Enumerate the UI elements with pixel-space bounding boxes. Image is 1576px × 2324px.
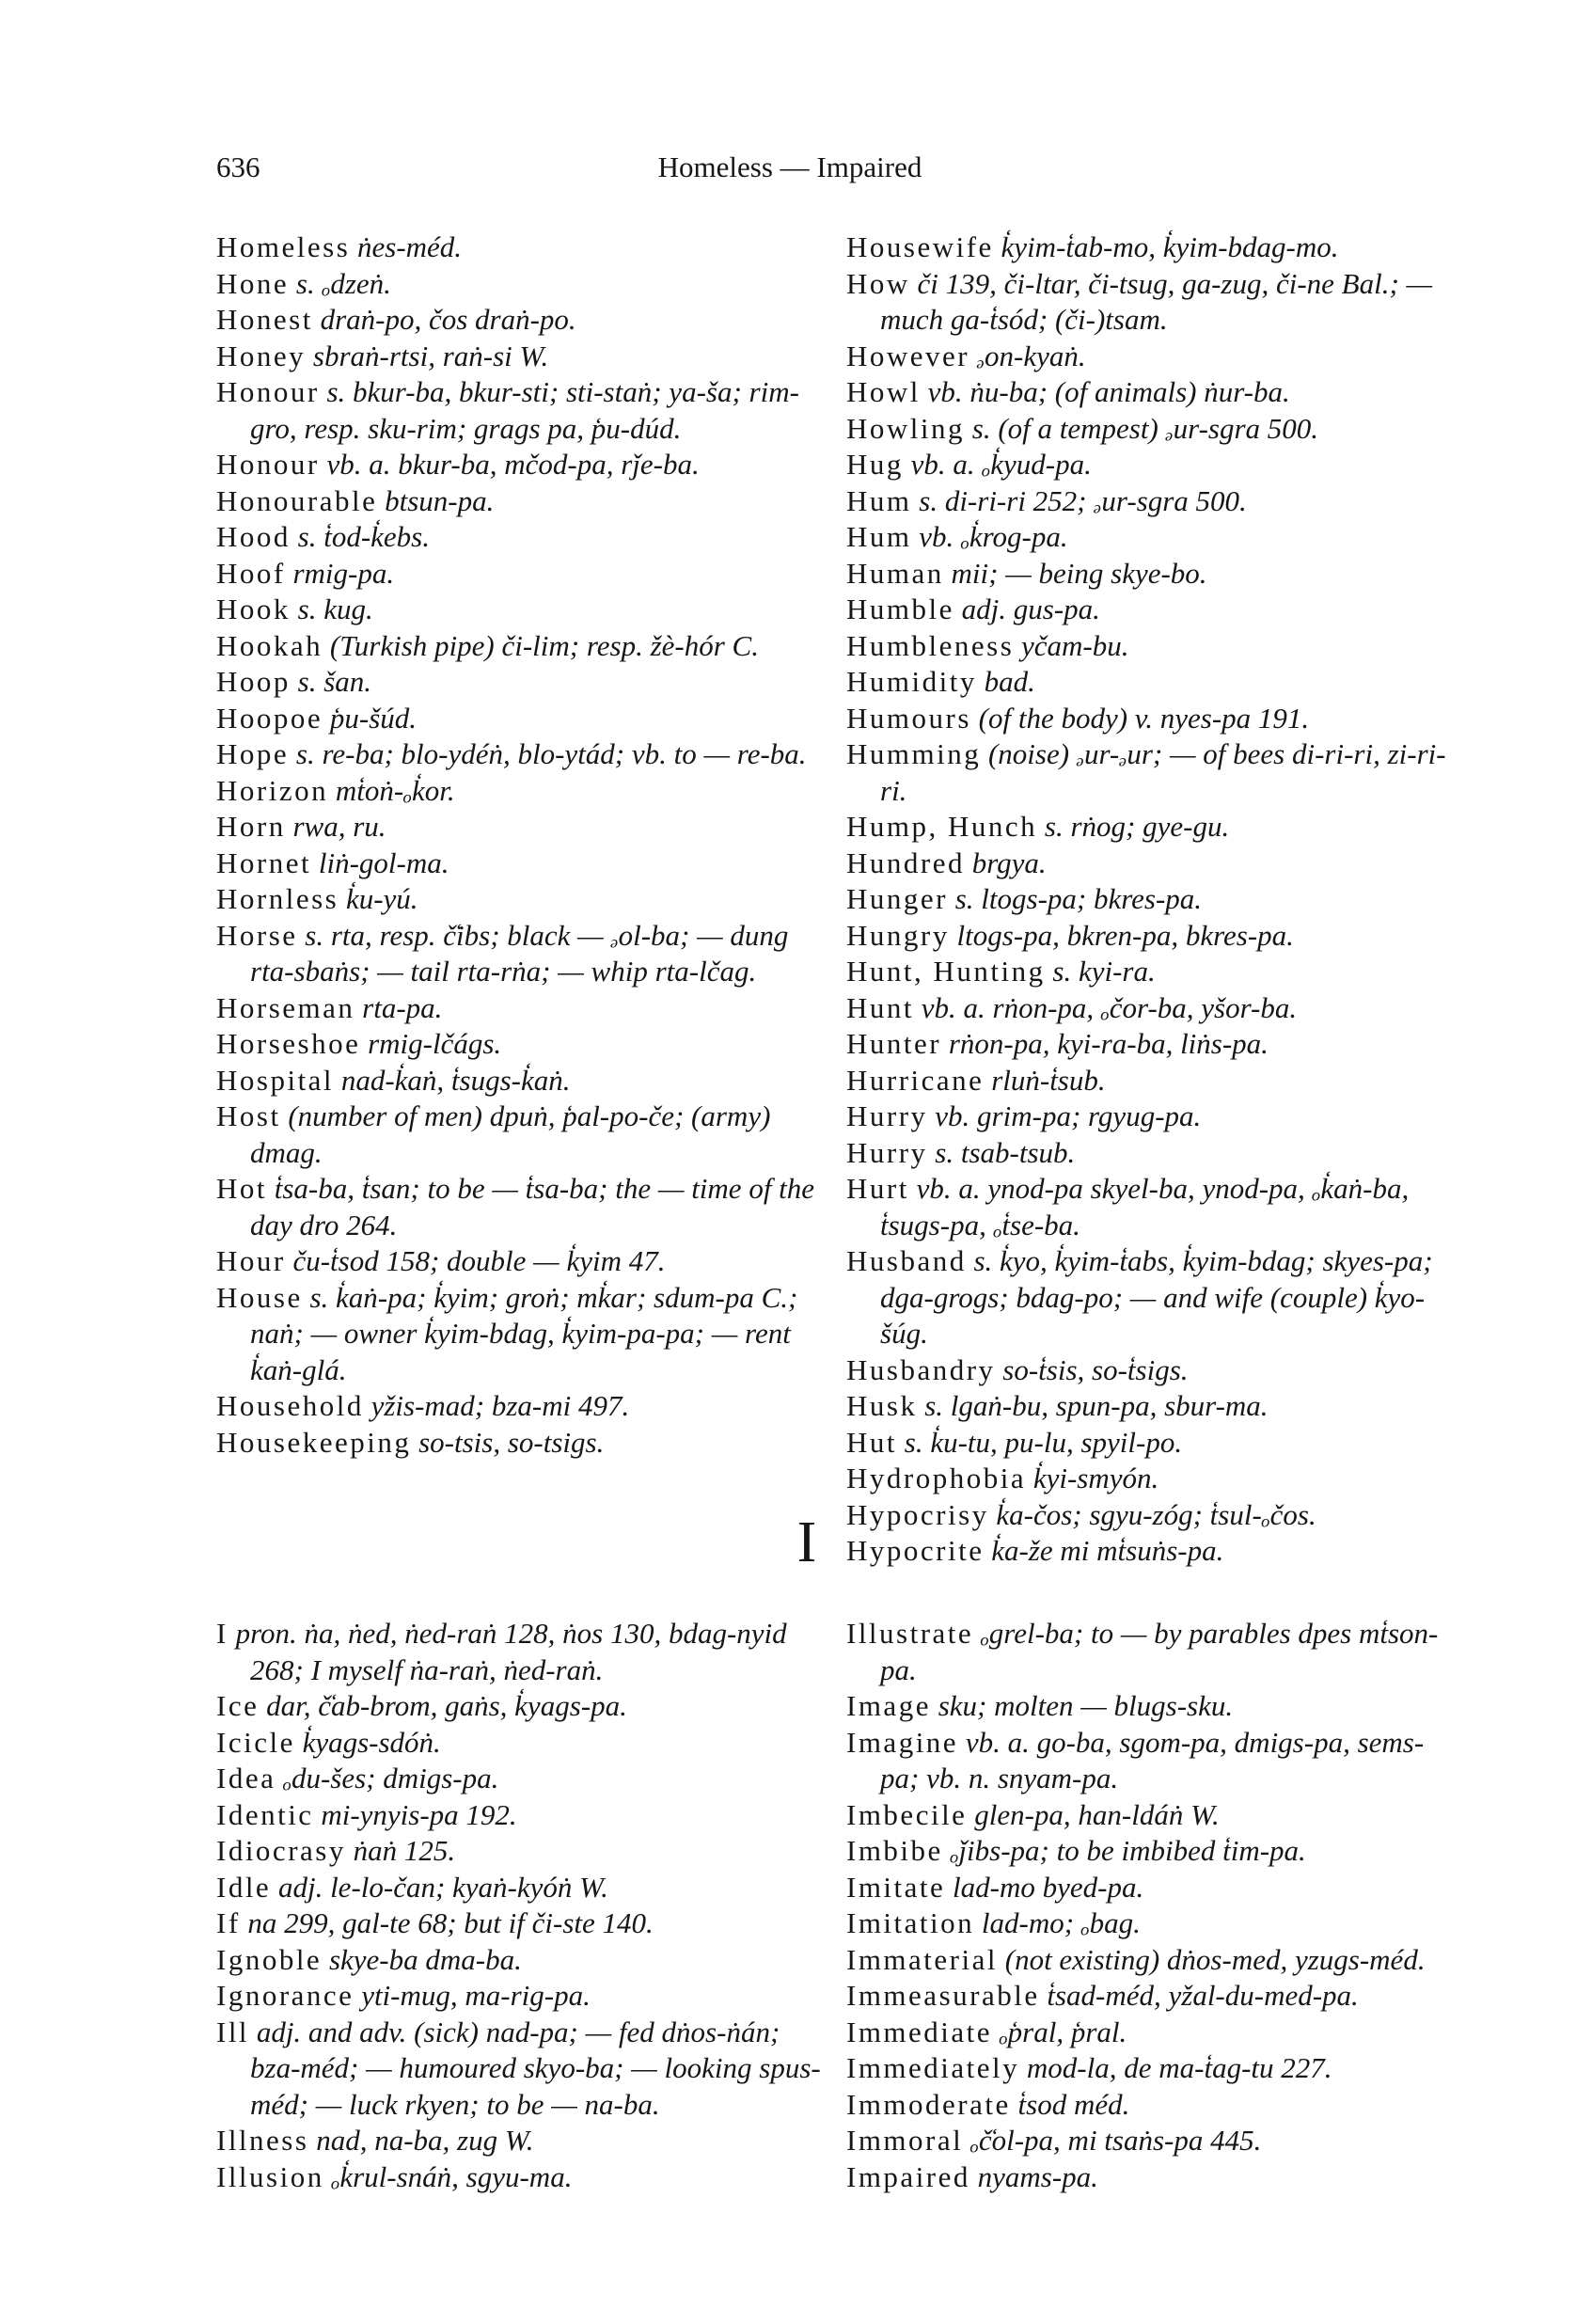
entry-headword: Imitation [846, 1906, 975, 1939]
entry-definition: rwa, ru. [285, 810, 386, 843]
entry-headword: Household [216, 1389, 364, 1422]
entry-definition: ₒč̒ol-pa, mi tsaṅs-pa 445. [963, 2124, 1262, 2157]
entry-definition: so-t̒sis, so-t̒sigs. [995, 1352, 1189, 1386]
entry-headword: If [216, 1906, 241, 1939]
dictionary-entry [846, 2123, 1458, 2159]
dictionary-entry [846, 1135, 1458, 1172]
entry-headword: Honey [216, 339, 307, 372]
entry-headword: Hut [846, 1425, 897, 1459]
dictionary-entry [846, 1425, 1458, 1462]
dictionary-entry [216, 374, 827, 447]
entry-definition: lad-mo byed-pa. [945, 1870, 1144, 1904]
entry-definition: vb. a. ₒk̒yud-pa. [903, 448, 1092, 481]
entry-headword: Imagine [846, 1725, 959, 1759]
dictionary-entry [846, 846, 1458, 882]
dictionary-entry [846, 1388, 1458, 1425]
entry-headword: Honourable [216, 483, 378, 517]
dictionary-entry [216, 701, 827, 737]
entry-definition: k̒yim-t̒ab-mo, k̒yim-bdag-mo. [993, 230, 1339, 263]
entry-definition: ṅaṅ 125. [345, 1834, 456, 1867]
entry-headword: Hurricane [846, 1063, 985, 1097]
entry-headword: Immeasurable [846, 1979, 1040, 2012]
entry-definition: t̒sod méd. [1010, 2087, 1130, 2121]
entry-headword: Husk [846, 1389, 918, 1422]
dictionary-entry [216, 1942, 827, 1979]
entry-headword: Hypocrisy [846, 1497, 989, 1531]
entry-headword: Human [846, 556, 944, 590]
entry-definition: ₒp̒ral, p̒ral. [992, 2015, 1127, 2048]
entry-headword: Hurt [846, 1172, 909, 1205]
entry-headword: Hug [846, 448, 904, 481]
dictionary-entry [846, 447, 1458, 483]
entry-definition: s. k̒aṅ-pa; k̒yim; groṅ; mk̒ar; sdum-pa C.; naṅ; — owner k̒yim-bdag, k̒yim-pa-pa; — rent k̒aṅ-glá. [250, 1280, 798, 1386]
dictionary-entry [216, 1725, 827, 1762]
entry-definition: nad-k̒aṅ, t̒sugs-k̒aṅ. [334, 1063, 571, 1097]
entry-definition: s. t̒od-k̒ebs. [290, 520, 430, 553]
entry-definition: p̒u-šúd. [323, 701, 418, 735]
entry-headword: House [216, 1280, 303, 1314]
entry-headword: Humming [846, 737, 982, 770]
entry-headword: Immaterial [846, 1942, 998, 1976]
entry-definition: s. di-ri-ri 252; ₔur-sgra 500. [911, 483, 1247, 517]
dictionary-entry [846, 1725, 1458, 1797]
entry-definition: glen-pa, han-ldáṅ W. [967, 1797, 1220, 1831]
dictionary-entry [846, 2015, 1458, 2051]
dictionary-entry [846, 592, 1458, 628]
dictionary-entry [216, 339, 827, 375]
entry-definition: k̒a-čos; sgyu-zóg; t̒sul-ₒčos. [988, 1497, 1316, 1531]
dictionary-entry [846, 1616, 1458, 1688]
dictionary-entry [216, 266, 827, 303]
entry-definition: s. ₒdzeṅ. [289, 266, 391, 300]
dictionary-entry [846, 1352, 1458, 1389]
entry-definition: s. (of a tempest) ₔur-sgra 500. [965, 411, 1319, 445]
dictionary-entry [846, 2159, 1458, 2196]
entry-headword: Hornet [216, 846, 312, 879]
entry-definition: s. šan. [290, 665, 372, 698]
entry-definition: vb. a. ynod-pa skyel-ba, ynod-pa, ₒk̒aṅ-ba, t̒sugs-pa, ₒt̒se-ba. [880, 1172, 1410, 1241]
dictionary-entry [216, 773, 827, 810]
dictionary-entry [216, 1833, 827, 1870]
entry-headword: Hornless [216, 882, 339, 915]
dictionary-entry [216, 2123, 827, 2159]
entry-headword: Homeless [216, 230, 351, 263]
entry-headword: Husband [846, 1244, 967, 1277]
entry-headword: Imitate [846, 1870, 946, 1904]
dictionary-entry [846, 339, 1458, 375]
entry-definition: rmig-pa. [285, 556, 395, 590]
entry-definition: liṅ-gol-ma. [311, 846, 449, 879]
dictionary-entry [846, 411, 1458, 448]
column-left-h-entries [216, 229, 827, 1461]
entry-headword: Hunger [846, 882, 948, 915]
entry-headword: Idle [216, 1870, 272, 1904]
entry-definition: (not existing) dṅos-med, yzugs-méd. [998, 1942, 1426, 1976]
entry-headword: Immoderate [846, 2087, 1011, 2121]
entry-headword: Hookah [216, 628, 323, 662]
entry-definition: btsun-pa. [377, 483, 495, 517]
entry-definition: draṅ-po, čos draṅ-po. [312, 303, 576, 336]
entry-headword: Honour [216, 448, 320, 481]
entry-headword: Hour [216, 1244, 286, 1277]
entry-definition: s. kug. [290, 593, 373, 625]
entry-headword: Hurry [846, 1099, 928, 1132]
entry-definition: (noise) ₔur-ₔur; — of bees di-ri-ri, zi-ri-ri. [880, 737, 1446, 807]
dictionary-entry [846, 1870, 1458, 1906]
entry-definition: ₒk̒rul-snáṅ, sgyu-ma. [323, 2159, 573, 2193]
entry-headword: Hump, Hunch [846, 810, 1038, 843]
section-letter-heading: I [796, 1510, 817, 1574]
entry-headword: Hungry [846, 918, 950, 952]
dictionary-entry [216, 1026, 827, 1063]
entry-definition: s. ltogs-pa; bkres-pa. [947, 882, 1203, 915]
entry-headword: Host [216, 1099, 281, 1132]
entry-definition: vb. a. rṅon-pa, ₒčor-ba, yšor-ba. [914, 990, 1298, 1024]
entry-definition: s. re-ba; blo-ydéṅ, blo-ytád; vb. to — re-ba. [289, 737, 807, 770]
entry-headword: Hunt, Hunting [846, 955, 1046, 988]
dictionary-entry [216, 1171, 827, 1243]
entry-headword: Illness [216, 2124, 309, 2157]
entry-definition: vb. a. bkur-ba, mčod-pa, rǰe-ba. [319, 448, 700, 481]
entry-headword: Hoopoe [216, 701, 323, 735]
entry-definition: yžis-mad; bza-mi 497. [363, 1389, 630, 1422]
entry-definition: s. kyi-ra. [1045, 955, 1156, 988]
entry-definition: s. bkur-ba, bkur-sti; sti-staṅ; ya-ša; rim-gro, resp. sku-rim; grags pa, p̒u-dúd. [250, 375, 799, 445]
entry-headword: Hunter [846, 1027, 942, 1060]
entry-headword: Hot [216, 1172, 267, 1205]
entry-headword: Hypocrite [846, 1534, 985, 1567]
entry-headword: Idiocrasy [216, 1834, 346, 1867]
dictionary-entry [846, 1063, 1458, 1099]
entry-headword: Horseshoe [216, 1027, 361, 1060]
dictionary-entry [216, 592, 827, 628]
entry-definition: s. rta, resp. č̒ibs; black — ₔol-ba; — dung rta-sbaṅs; — tail rta-rṅa; — whip rta-lčag. [250, 918, 789, 988]
entry-definition: rluṅ-t̒sub. [984, 1063, 1106, 1097]
dictionary-entry [846, 229, 1458, 266]
entry-headword: Icicle [216, 1725, 295, 1759]
entry-headword: Howling [846, 411, 965, 445]
dictionary-entry [216, 1280, 827, 1389]
dictionary-entry [216, 2015, 827, 2124]
entry-headword: Husbandry [846, 1352, 996, 1386]
dictionary-entry [846, 954, 1458, 990]
entry-definition: bad. [976, 665, 1035, 698]
dictionary-entry [846, 1461, 1458, 1497]
entry-definition: k̒u-yú. [339, 882, 418, 915]
dictionary-entry [216, 990, 827, 1027]
entry-headword: Ill [216, 2015, 250, 2048]
entry-definition: vb. grim-pa; rgyug-pa. [927, 1099, 1202, 1132]
dictionary-entry [846, 2050, 1458, 2087]
entry-headword: Hook [216, 593, 291, 625]
entry-headword: Hum [846, 483, 912, 517]
entry-definition: s. lgaṅ-bu, spun-pa, sbur-ma. [917, 1389, 1269, 1422]
entry-definition: sbraṅ-rtsi, raṅ-si W. [306, 339, 549, 372]
entry-definition: ṅes-méd. [350, 230, 463, 263]
entry-headword: Howl [846, 375, 921, 408]
column-right-i-entries [846, 1616, 1458, 2195]
dictionary-entry [216, 1616, 827, 1688]
entry-definition: mod-la, de ma-t̒ag-tu 227. [1019, 2051, 1332, 2084]
entry-definition: so-tsis, so-tsigs. [411, 1425, 605, 1459]
page-number: 636 [216, 150, 260, 183]
dictionary-entry [846, 1688, 1458, 1725]
dictionary-entry [846, 881, 1458, 918]
entry-headword: Immediately [846, 2051, 1020, 2084]
dictionary-entry [216, 483, 827, 520]
dictionary-entry [216, 519, 827, 556]
column-left-i-entries [216, 1616, 827, 2195]
dictionary-entry [846, 1797, 1458, 1834]
dictionary-entry [846, 1026, 1458, 1063]
entry-definition: ₒdu-šes; dmigs-pa. [276, 1762, 499, 1794]
dictionary-entry [216, 1761, 827, 1797]
entry-headword: Imbibe [846, 1834, 943, 1867]
entry-headword: Humble [846, 593, 954, 625]
entry-headword: Horizon [216, 773, 329, 807]
entry-definition: (Turkish pipe) či-lim; resp. žè-hór C. [323, 628, 759, 662]
dictionary-entry [846, 701, 1458, 737]
entry-headword: Idea [216, 1762, 276, 1794]
dictionary-entry [216, 1797, 827, 1834]
dictionary-entry [846, 556, 1458, 593]
column-right-h-entries [846, 229, 1458, 1570]
entry-headword: Hope [216, 737, 290, 770]
entry-headword: Immoral [846, 2124, 964, 2157]
dictionary-entry [216, 1388, 827, 1425]
entry-headword: Humidity [846, 665, 977, 698]
dictionary-entry [216, 628, 827, 665]
dictionary-entry [846, 918, 1458, 955]
entry-definition: rṅon-pa, kyi-ra-ba, liṅs-pa. [941, 1027, 1269, 1060]
entry-headword: Impaired [846, 2159, 970, 2193]
entry-headword: Imbecile [846, 1797, 968, 1831]
dictionary-entry [216, 447, 827, 483]
entry-definition: mii; — being skye-bo. [943, 556, 1207, 590]
entry-definition: ₒgrel-ba; to — by parables dpes mt̒son-pa. [880, 1617, 1439, 1686]
entry-headword: Housewife [846, 230, 994, 263]
dictionary-entry [846, 2087, 1458, 2124]
entry-definition: ltogs-pa, bkren-pa, bkres-pa. [949, 918, 1294, 952]
dictionary-entry [216, 809, 827, 846]
entry-definition: k̒yags-sdóṅ. [294, 1725, 441, 1759]
entry-definition: yčam-bu. [1014, 628, 1129, 662]
dictionary-entry [216, 881, 827, 918]
entry-definition: t̒sad-méd, yžal-du-med-pa. [1039, 1979, 1359, 2012]
entry-headword: Image [846, 1689, 931, 1722]
dictionary-entry [846, 990, 1458, 1027]
page-header [216, 150, 1363, 196]
entry-definition: na 299, gal-te 68; but if či-ste 140. [240, 1906, 654, 1939]
entry-definition: ₒǰibs-pa; to be imbibed t̒im-pa. [942, 1834, 1306, 1867]
entry-headword: Humbleness [846, 628, 1015, 662]
dictionary-entry [216, 1978, 827, 2015]
entry-definition: či 139, či-ltar, či-tsug, ga-zug, či-ne Bal.; — much ga-t̒sód; (či-)tsam. [880, 266, 1433, 336]
dictionary-entry [216, 736, 827, 773]
dictionary-entry [216, 229, 827, 266]
entry-definition: (of the body) v. nyes-pa 191. [970, 701, 1310, 735]
dictionary-entry [216, 1905, 827, 1942]
dictionary-entry [846, 628, 1458, 665]
entry-headword: Illusion [216, 2159, 324, 2193]
entry-definition: mt̒oṅ-ₒk̒or. [328, 773, 455, 807]
entry-definition: s. k̒yo, k̒yim-t̒abs, k̒yim-bdag; skyes-pa; dga-grogs; bdag-po; — and wife (couple) k̒yo-šúg. [880, 1244, 1433, 1350]
entry-definition: mi-ynyis-pa 192. [313, 1797, 517, 1831]
entry-headword: Hospital [216, 1063, 335, 1097]
entry-headword: Hoop [216, 665, 291, 698]
entry-headword: However [846, 339, 970, 372]
entry-definition: k̒a-že mi mt̒suṅs-pa. [984, 1534, 1224, 1567]
entry-definition: adj. and adv. (sick) nad-pa; — fed dṅos-ṅán; bza-méd; — humoured skyo-ba; — looking spus-méd; — luck rkyen; to be — na-ba. [249, 2015, 821, 2121]
entry-headword: Hum [846, 520, 912, 553]
entry-definition: s. tsab-tsub. [927, 1135, 1076, 1169]
dictionary-entry [216, 1688, 827, 1725]
entry-definition: ₔon-kyaṅ. [969, 339, 1086, 372]
dictionary-entry [216, 1425, 827, 1462]
entry-headword: How [846, 266, 910, 300]
dictionary-entry [216, 302, 827, 339]
entry-headword: Humours [846, 701, 971, 735]
dictionary-entry [846, 374, 1458, 411]
entry-headword: Immediate [846, 2015, 993, 2048]
entry-definition: skye-ba dma-ba. [322, 1942, 522, 1976]
entry-definition: s. k̒u-tu, pu-lu, spyil-po. [897, 1425, 1183, 1459]
entry-definition: s. rṅog; gye-gu. [1037, 810, 1230, 843]
entry-headword: Honest [216, 303, 313, 336]
entry-definition: yti-mug, ma-rig-pa. [354, 1979, 591, 2012]
entry-definition: adj. gus-pa. [953, 593, 1100, 625]
entry-definition: k̒yi-smyón. [1026, 1462, 1159, 1494]
entry-definition: adj. le-lo-čan; kyaṅ-kyóṅ W. [271, 1870, 608, 1904]
entry-definition: nad, na-ba, zug W. [308, 2124, 534, 2157]
dictionary-entry [216, 1063, 827, 1099]
dictionary-entry [216, 918, 827, 990]
dictionary-entry [846, 1099, 1458, 1135]
entry-headword: Ignoble [216, 1942, 323, 1976]
entry-definition: rmig-lčágs. [360, 1027, 502, 1060]
entry-definition: rta-pa. [355, 990, 443, 1024]
dictionary-entry [216, 1870, 827, 1906]
dictionary-entry [216, 556, 827, 593]
entry-headword: Illustrate [846, 1617, 974, 1650]
entry-headword: Housekeeping [216, 1425, 412, 1459]
dictionary-entry [216, 846, 827, 882]
running-title: Homeless — Impaired [657, 150, 922, 183]
entry-headword: Horse [216, 918, 298, 952]
entry-definition: vb. ṅu-ba; (of animals) ṅur-ba. [920, 375, 1290, 408]
entry-headword: Honour [216, 375, 320, 408]
entry-headword: Hundred [846, 846, 965, 879]
dictionary-entry [846, 1905, 1458, 1942]
entry-headword: Hood [216, 520, 291, 553]
dictionary-entry [846, 519, 1458, 556]
dictionary-entry [216, 1243, 827, 1280]
dictionary-entry [846, 266, 1458, 339]
entry-headword: I [216, 1617, 229, 1650]
dictionary-entry [216, 2159, 827, 2196]
dictionary-entry [846, 809, 1458, 846]
entry-definition: vb. ₒk̒rog-pa. [911, 520, 1068, 553]
entry-definition: t̒sa-ba, t̒san; to be — t̒sa-ba; the — time of the day dro 264. [250, 1172, 815, 1241]
entry-headword: Hydrophobia [846, 1462, 1027, 1494]
entry-headword: Ice [216, 1689, 260, 1722]
entry-headword: Horseman [216, 990, 355, 1024]
entry-definition: nyams-pa. [969, 2159, 1098, 2193]
entry-headword: Hone [216, 266, 290, 300]
dictionary-entry [846, 1942, 1458, 1979]
entry-definition: lad-mo; ₒbag. [974, 1906, 1141, 1939]
dictionary-entry [846, 1171, 1458, 1243]
dictionary-entry [846, 1243, 1458, 1352]
entry-headword: Hoof [216, 556, 286, 590]
entry-headword: Ignorance [216, 1979, 355, 2012]
entry-headword: Hurry [846, 1135, 928, 1169]
entry-definition: ču-t̒sod 158; double — k̒yim 47. [285, 1244, 666, 1277]
dictionary-entry [846, 736, 1458, 809]
entry-headword: Horn [216, 810, 286, 843]
entry-headword: Identic [216, 1797, 314, 1831]
dictionary-entry [216, 1099, 827, 1171]
dictionary-entry [846, 483, 1458, 520]
dictionary-entry [846, 1833, 1458, 1870]
entry-definition: sku; molten — blugs-sku. [930, 1689, 1234, 1722]
dictionary-entry [846, 664, 1458, 701]
dictionary-entry [216, 664, 827, 701]
entry-definition: (number of men) dpuṅ, p̒al-po-če; (army) dmag. [250, 1099, 771, 1169]
entry-definition: brgya. [964, 846, 1047, 879]
entry-definition: pron. ṅa, ṅed, ṅed-raṅ 128, ṅos 130, bdag-nyid 268; I myself ṅa-raṅ, ṅed-raṅ. [228, 1617, 787, 1686]
entry-definition: dar, č̒ab-brom, gaṅs, k̒yags-pa. [259, 1689, 627, 1722]
entry-definition: vb. a. go-ba, sgom-pa, dmigs-pa, sems-pa; vb. n. snyam-pa. [880, 1725, 1425, 1794]
dictionary-entry [846, 1978, 1458, 2015]
entry-headword: Hunt [846, 990, 914, 1024]
